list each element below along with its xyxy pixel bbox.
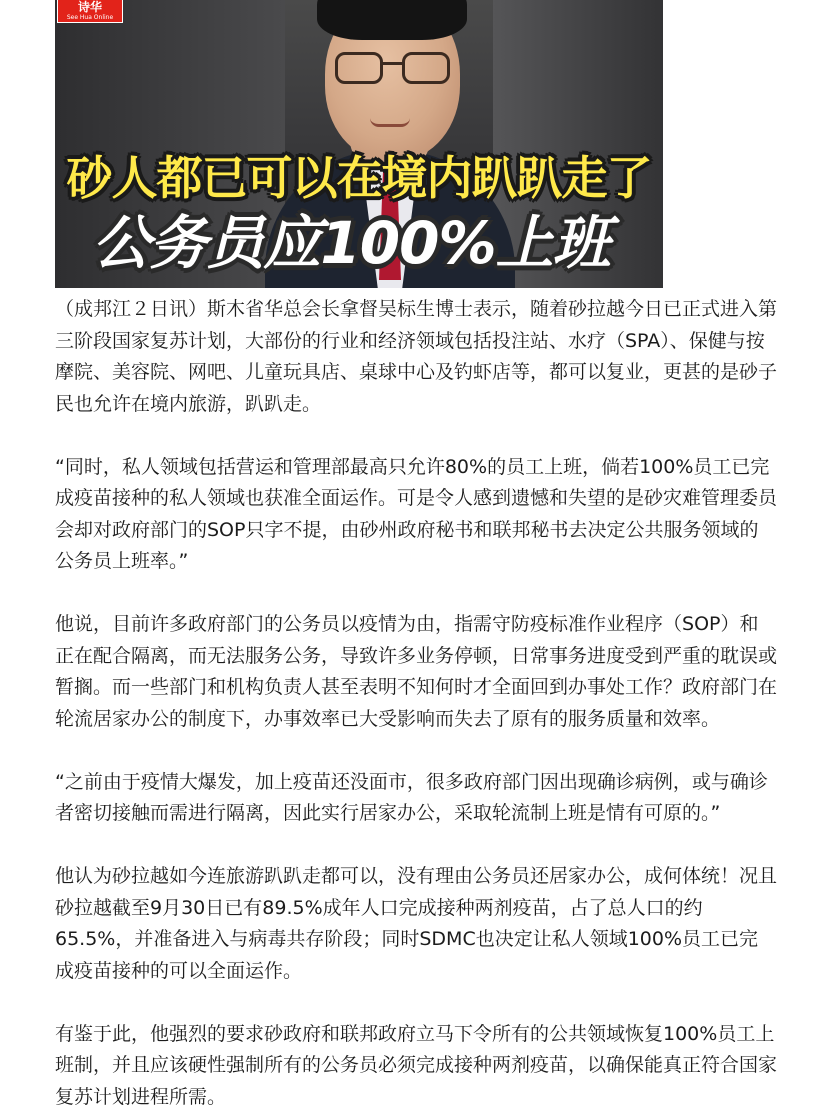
headline-line-2: 公务员应100%上班 — [92, 209, 610, 277]
article-paragraph: （成邦江２日讯）斯木省华总会长拿督吴标生博士表示，随着砂拉越今日已正式进入第三阶段国家复苏计划，大部份的行业和经济领域包括投注站、水疗（SPA）、保健与按摩院、美容院、网吧、儿童玩具店、桌球中心及钓虾店等，都可以复业，更甚的是砂子民也允许在境内旅游，趴趴走。 — [55, 298, 778, 415]
headline-line-1: 砂人都已可以在境内趴趴走了 — [66, 151, 652, 205]
portrait-mouth — [370, 118, 410, 127]
header-image — [55, 0, 663, 288]
article-paragraph: 有鉴于此，他强烈的要求砂政府和联邦政府立马下令所有的公共领域恢复100%员工上班制，并且应该硬性强制所有的公务员必须完成接种两剂疫苗，以确保能真正符合国家复苏计划进程所需。 — [55, 1022, 778, 1108]
article-body — [55, 294, 777, 1108]
article-paragraph: 他说，目前许多政府部门的公务员以疫情为由，指需守防疫标准作业程序（SOP）和正在配合隔离，而无法服务公务，导致许多业务停顿，日常事务进度受到严重的耽误或暂搁。而一些部门和机构负责人甚至表明不知何时才全面回到办事处工作？政府部门在轮流居家办公的制度下，办事效率已大受影响而失去了原有的服务质量和效率。 — [55, 613, 778, 730]
portrait-hair — [317, 0, 467, 40]
article-paragraph: “同时，私人领域包括营运和管理部最高只允许80%的员工上班，倘若100%员工已完成疫苗接种的私人领域也获准全面运作。可是令人感到遗憾和失望的是砂灾难管理委员会却对政府部门的SOP只字不提，由砂州政府秘书和联邦秘书去决定公共服务领域的公务员上班率。” — [55, 455, 778, 572]
portrait-glasses — [335, 52, 450, 86]
logo-mark: 诗华 — [77, 0, 102, 14]
logo-subtext: See Hua Online — [66, 14, 114, 21]
article-paragraph: “之前由于疫情大爆发，加上疫苗还没面市，很多政府部门因出现确诊病例，或与确诊者密切接触而需进行隔离，因此实行居家办公，采取轮流制上班是情有可原的。” — [55, 770, 768, 824]
article-paragraph: 他认为砂拉越如今连旅游趴趴走都可以，没有理由公务员还居家办公，成何体统！况且砂拉越截至9月30日已有89.5%成年人口完成接种两剂疫苗，占了总人口的约65.5%，并准备进入与病毒共存阶段；同时SDMC也决定让私人领域100%员工已完成疫苗接种的可以全面运作。 — [55, 865, 778, 982]
brand-logo — [57, 0, 123, 23]
